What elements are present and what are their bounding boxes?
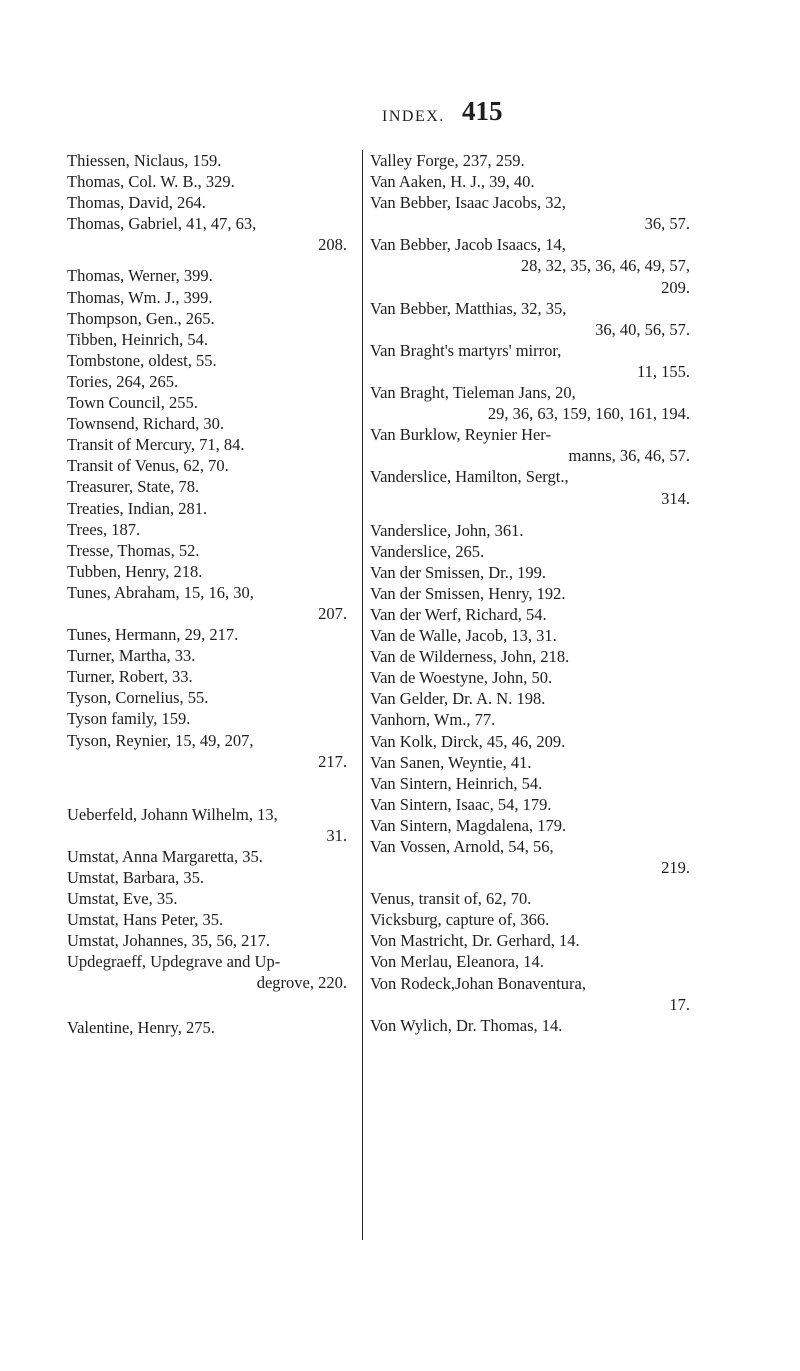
index-entry xyxy=(370,625,690,646)
index-entry-continuation: 28, 32, 35, 36, 46, 49, 57, xyxy=(520,256,690,276)
index-entry xyxy=(370,562,690,583)
index-entry xyxy=(370,888,690,909)
index-entry-text: Vanderslice, John, 361. xyxy=(370,520,524,540)
index-entry xyxy=(370,541,690,562)
index-entry xyxy=(370,424,690,466)
index-entry-text: Van Sintern, Heinrich, 54. xyxy=(370,773,543,793)
index-entry-continuation: 314. xyxy=(661,488,690,508)
index-entry-text: Umstat, Anna Margaretta, 35. xyxy=(67,846,263,866)
index-entry-text: Tories, 264, 265. xyxy=(67,371,179,391)
index-entry-text: Turner, Martha, 33. xyxy=(67,646,196,666)
index-entry xyxy=(67,498,347,519)
index-entry xyxy=(370,951,690,972)
index-entry-text: Treaties, Indian, 281. xyxy=(67,498,208,518)
index-entry-text: Vicksburg, capture of, 366. xyxy=(370,910,550,930)
index-entry-text: Vanhorn, Wm., 77. xyxy=(370,710,496,730)
index-entry xyxy=(370,583,690,604)
index-entry-continuation: degrove, 220. xyxy=(256,973,347,993)
index-entry xyxy=(67,213,347,255)
index-entry xyxy=(370,604,690,625)
index-entry xyxy=(67,687,347,708)
index-entry-continuation: 17. xyxy=(669,994,690,1014)
index-entry-text: Van Bebber, Matthias, 32, 35, xyxy=(370,298,567,318)
index-entry-continuation: 11, 155. xyxy=(636,361,690,381)
index-entry xyxy=(370,973,690,1015)
index-entry xyxy=(67,413,347,434)
index-entry-text: Van Bebber, Isaac Jacobs, 32, xyxy=(370,193,566,213)
index-entry xyxy=(67,150,347,171)
index-entry-text: Von Merlau, Eleanora, 14. xyxy=(370,952,544,972)
index-entry xyxy=(370,1015,690,1036)
index-entry-text: Van der Smissen, Henry, 192. xyxy=(370,583,566,603)
index-entry-text: Tyson family, 159. xyxy=(67,709,191,729)
index-entry xyxy=(67,192,347,213)
index-entry-text: Tubben, Henry, 218. xyxy=(67,561,203,581)
index-entry xyxy=(370,688,690,709)
index-entry xyxy=(370,909,690,930)
index-entry xyxy=(67,519,347,540)
index-entry-text: Umstat, Johannes, 35, 56, 217. xyxy=(67,931,271,951)
index-entry xyxy=(370,836,690,878)
index-entry-text: Tyson, Cornelius, 55. xyxy=(67,688,209,708)
index-entry-text: Van de Wilderness, John, 218. xyxy=(370,647,570,667)
index-entry xyxy=(67,455,347,476)
index-entry-text: Transit of Mercury, 71, 84. xyxy=(67,435,245,455)
index-entry-text: Thomas, Werner, 399. xyxy=(67,266,213,286)
index-entry xyxy=(67,171,347,192)
index-entry-text: Valley Forge, 237, 259. xyxy=(370,151,525,170)
index-entry xyxy=(370,667,690,688)
index-entry-text: Van Kolk, Dirck, 45, 46, 209. xyxy=(370,731,566,751)
index-entry-text: Treasurer, State, 78. xyxy=(67,477,200,497)
column-divider-rule xyxy=(362,150,363,1240)
index-entry-text: Ueberfeld, Johann Wilhelm, 13, xyxy=(67,804,278,824)
index-entry-text: Umstat, Hans Peter, 35. xyxy=(67,910,224,930)
index-entry-text: Van Burklow, Reynier Her- xyxy=(370,425,551,445)
page-number: 415 xyxy=(462,96,503,126)
index-entry-text: Umstat, Barbara, 35. xyxy=(67,868,205,887)
index-entry-text: Trees, 187. xyxy=(67,519,141,539)
index-entry-text: Tunes, Abraham, 15, 16, 30, xyxy=(67,582,254,602)
index-entry xyxy=(67,392,347,413)
index-entry-text: Vanderslice, 265. xyxy=(370,541,485,561)
index-entry-text: Vanderslice, Hamilton, Sergt., xyxy=(370,467,569,487)
index-entry-text: Thomas, Gabriel, 41, 47, 63, xyxy=(67,214,257,234)
index-entry-text: Tibben, Heinrich, 54. xyxy=(67,329,209,349)
index-entry-text: Van Braght, Tieleman Jans, 20, xyxy=(370,383,576,403)
index-entry xyxy=(370,794,690,815)
index-entry-text: Transit of Venus, 62, 70. xyxy=(67,456,229,476)
index-entry-text: Van der Smissen, Dr., 199. xyxy=(370,562,546,582)
index-entry-text: Van de Walle, Jacob, 13, 31. xyxy=(370,626,557,646)
index-entry xyxy=(67,434,347,455)
index-entry xyxy=(67,1017,347,1038)
index-entry-text: Valentine, Henry, 275. xyxy=(67,1017,215,1037)
index-entry-text: Thiessen, Niclaus, 159. xyxy=(67,151,222,170)
index-entry-text: Tombstone, oldest, 55. xyxy=(67,350,217,370)
index-entry-text: Van Sanen, Weyntie, 41. xyxy=(370,752,532,772)
index-entry-text: Von Mastricht, Dr. Gerhard, 14. xyxy=(370,931,580,951)
index-entry xyxy=(67,265,347,286)
index-entry xyxy=(67,708,347,729)
index-entry xyxy=(370,234,690,297)
index-entry xyxy=(67,666,347,687)
index-entry-text: Thompson, Gen., 265. xyxy=(67,308,215,328)
index-entry-text: Van Sintern, Isaac, 54, 179. xyxy=(370,794,552,814)
index-entry xyxy=(67,867,347,888)
index-entry xyxy=(370,930,690,951)
index-entry xyxy=(67,951,347,993)
index-column-left xyxy=(67,150,347,1038)
index-entry-continuation: 217. xyxy=(318,751,347,771)
running-head-title: INDEX. xyxy=(382,108,445,125)
index-entry-text: Van Sintern, Magdalena, 179. xyxy=(370,815,567,835)
index-entry-text: Van de Woestyne, John, 50. xyxy=(370,668,553,688)
index-entry xyxy=(370,731,690,752)
index-entry xyxy=(370,171,690,192)
index-entry-text: Tunes, Hermann, 29, 217. xyxy=(67,625,239,645)
index-entry-continuation: 208. xyxy=(318,235,347,255)
index-entry-text: Updegraeff, Updegrave and Up- xyxy=(67,952,281,972)
index-entry xyxy=(370,298,690,340)
index-entry xyxy=(67,909,347,930)
index-entry xyxy=(370,382,690,424)
index-entry xyxy=(370,340,690,382)
index-entry xyxy=(370,192,690,234)
index-entry-continuation: 209. xyxy=(661,277,690,297)
index-entry xyxy=(67,645,347,666)
running-head xyxy=(0,96,800,136)
index-entry-text: Thomas, Wm. J., 399. xyxy=(67,287,213,307)
index-entry-text: Tresse, Thomas, 52. xyxy=(67,540,200,560)
index-entry xyxy=(67,582,347,624)
index-entry-text: Van Bebber, Jacob Isaacs, 14, xyxy=(370,235,566,255)
index-entry-text: Town Council, 255. xyxy=(67,393,198,413)
index-entry xyxy=(67,287,347,308)
index-entry-text: Von Rodeck,Johan Bonaventura, xyxy=(370,973,586,993)
index-entry-text: Townsend, Richard, 30. xyxy=(67,414,224,434)
index-entry xyxy=(67,476,347,497)
index-entry-text: Umstat, Eve, 35. xyxy=(67,889,178,909)
index-entry xyxy=(67,308,347,329)
index-entry xyxy=(370,646,690,667)
index-entry-continuation: 219. xyxy=(661,858,690,878)
index-entry xyxy=(370,773,690,794)
index-entry xyxy=(370,752,690,773)
index-entry xyxy=(67,846,347,867)
index-entry xyxy=(67,350,347,371)
index-entry xyxy=(67,540,347,561)
index-entry-continuation: manns, 36, 46, 57. xyxy=(568,446,690,466)
index-entry-text: Von Wylich, Dr. Thomas, 14. xyxy=(370,1015,563,1035)
index-entry xyxy=(67,930,347,951)
index-entry-text: Thomas, Col. W. B., 329. xyxy=(67,172,235,192)
index-entry xyxy=(67,804,347,846)
index-entry-continuation: 36, 57. xyxy=(644,214,690,234)
index-entry-continuation: 31. xyxy=(326,825,347,845)
index-entry xyxy=(370,709,690,730)
index-entry xyxy=(67,730,347,772)
index-entry-continuation: 29, 36, 63, 159, 160, 161, 194. xyxy=(487,404,690,424)
index-entry-continuation: 207. xyxy=(318,603,347,623)
index-entry-text: Tyson, Reynier, 15, 49, 207, xyxy=(67,730,254,750)
index-entry-text: Van Gelder, Dr. A. N. 198. xyxy=(370,689,546,709)
index-entry xyxy=(67,329,347,350)
index-entry-text: Turner, Robert, 33. xyxy=(67,667,193,687)
index-entry xyxy=(67,624,347,645)
index-column-right xyxy=(370,150,690,1036)
index-entry-text: Van Vossen, Arnold, 54, 56, xyxy=(370,837,554,856)
index-entry xyxy=(67,888,347,909)
index-entry xyxy=(370,520,690,541)
index-entry-continuation: 36, 40, 56, 57. xyxy=(595,319,690,339)
index-entry xyxy=(67,561,347,582)
index-entry xyxy=(370,815,690,836)
index-entry-text: Thomas, David, 264. xyxy=(67,193,206,213)
index-entry xyxy=(370,150,690,171)
index-entry-text: Venus, transit of, 62, 70. xyxy=(370,889,532,909)
index-entry-text: Van Braght's martyrs' mirror, xyxy=(370,340,562,360)
index-entry xyxy=(67,371,347,392)
index-entry-text: Van Aaken, H. J., 39, 40. xyxy=(370,172,535,192)
index-entry xyxy=(370,466,690,508)
index-entry-text: Van der Werf, Richard, 54. xyxy=(370,604,547,624)
